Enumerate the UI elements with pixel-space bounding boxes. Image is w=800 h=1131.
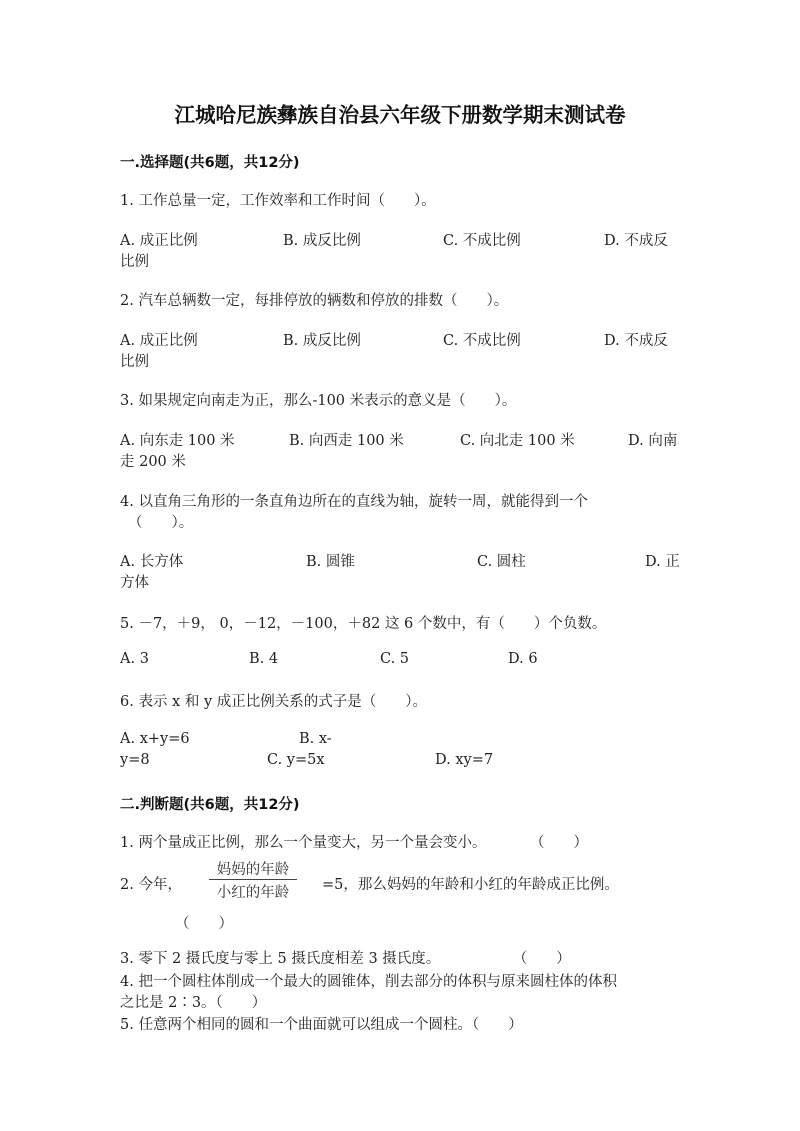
question-2-option-c: C. 不成比例	[443, 333, 521, 349]
section-heading-choice: 一.选择题(共6题，共12分)	[120, 155, 300, 171]
question-3-option-a: A. 向东走 100 米	[120, 433, 235, 449]
question-2-option-d: D. 不成反	[604, 333, 668, 349]
question-6-option-a: A. x+y=6	[120, 731, 190, 747]
question-1-option-d: D. 不成反	[604, 233, 668, 249]
fraction-bar	[209, 879, 297, 880]
question-3-stem: 3. 如果规定向南走为正，那么-100 米表示的意义是（ ）。	[120, 393, 517, 409]
page-title: 江城哈尼族彝族自治县六年级下册数学期末测试卷	[174, 103, 626, 127]
question-2-option-d-cont: 比例	[120, 354, 149, 370]
question-6-stem: 6. 表示 x 和 y 成正比例关系的式子是（ ）。	[120, 694, 427, 710]
question-4-option-d-cont: 方体	[120, 575, 149, 591]
judgement-4-cont: 之比是 2∶3。（ ）	[120, 995, 267, 1011]
question-5-option-d: D. 6	[508, 651, 538, 667]
fraction-denominator: 小红的年龄	[216, 885, 290, 901]
judgement-5: 5. 任意两个相同的圆和一个曲面就可以组成一个圆柱。（ ）	[120, 1017, 523, 1033]
question-4-option-d: D. 正	[645, 554, 680, 570]
question-6-option-d: D. xy=7	[435, 752, 494, 768]
question-1-option-c: C. 不成比例	[443, 233, 521, 249]
question-3-option-d: D. 向南	[628, 433, 678, 449]
judgement-2-prefix: 2. 今年，	[120, 877, 182, 893]
question-5-option-a: A. 3	[120, 651, 149, 667]
question-3-option-c: C. 向北走 100 米	[460, 433, 575, 449]
judgement-2-paren: （ ）	[175, 916, 233, 932]
question-5-option-b: B. 4	[249, 651, 279, 667]
question-5-option-c: C. 5	[380, 651, 410, 667]
question-2-stem: 2. 汽车总辆数一定，每排停放的辆数和停放的排数（ ）。	[120, 293, 509, 309]
question-1-option-d-cont: 比例	[120, 254, 149, 270]
fraction-numerator: 妈妈的年龄	[216, 862, 290, 878]
question-5-stem: 5. －7，＋9， 0，－12，－100，＋82 这 6 个数中，有（ ）个负数。	[120, 616, 607, 632]
question-2-option-a: A. 成正比例	[120, 333, 198, 349]
age-ratio-fraction	[207, 858, 299, 902]
question-4-stem: 4. 以直角三角形的一条直角边所在的直线为轴，旋转一周，就能得到一个	[120, 494, 588, 510]
question-6-option-b-cont: y=8	[120, 752, 150, 768]
judgement-3: 3. 零下 2 摄氏度与零上 5 摄氏度相差 3 摄氏度。 （ ）	[120, 951, 571, 967]
question-6-option-b: B. x-	[299, 731, 332, 747]
section-heading-judgement: 二.判断题(共6题，共12分)	[120, 797, 300, 813]
judgement-1: 1. 两个量成正比例，那么一个量变大，另一个量会变小。 （ ）	[120, 835, 588, 851]
question-4-option-b: B. 圆锥	[306, 554, 355, 570]
question-4-stem-cont: （ ）。	[128, 515, 194, 531]
question-3-option-d-cont: 走 200 米	[120, 454, 186, 470]
question-3-option-b: B. 向西走 100 米	[289, 433, 404, 449]
question-6-option-c: C. y=5x	[267, 752, 325, 768]
question-2-option-b: B. 成反比例	[283, 333, 361, 349]
question-1-option-a: A. 成正比例	[120, 233, 198, 249]
judgement-4: 4. 把一个圆柱体削成一个最大的圆锥体，削去部分的体积与原来圆柱体的体积	[120, 974, 617, 990]
question-1-option-b: B. 成反比例	[283, 233, 361, 249]
question-1-stem: 1. 工作总量一定，工作效率和工作时间（ ）。	[120, 193, 436, 209]
judgement-2-suffix: =5，那么妈妈的年龄和小红的年龄成正比例。	[322, 877, 619, 893]
question-4-option-a: A. 长方体	[120, 554, 184, 570]
question-4-option-c: C. 圆柱	[477, 554, 526, 570]
